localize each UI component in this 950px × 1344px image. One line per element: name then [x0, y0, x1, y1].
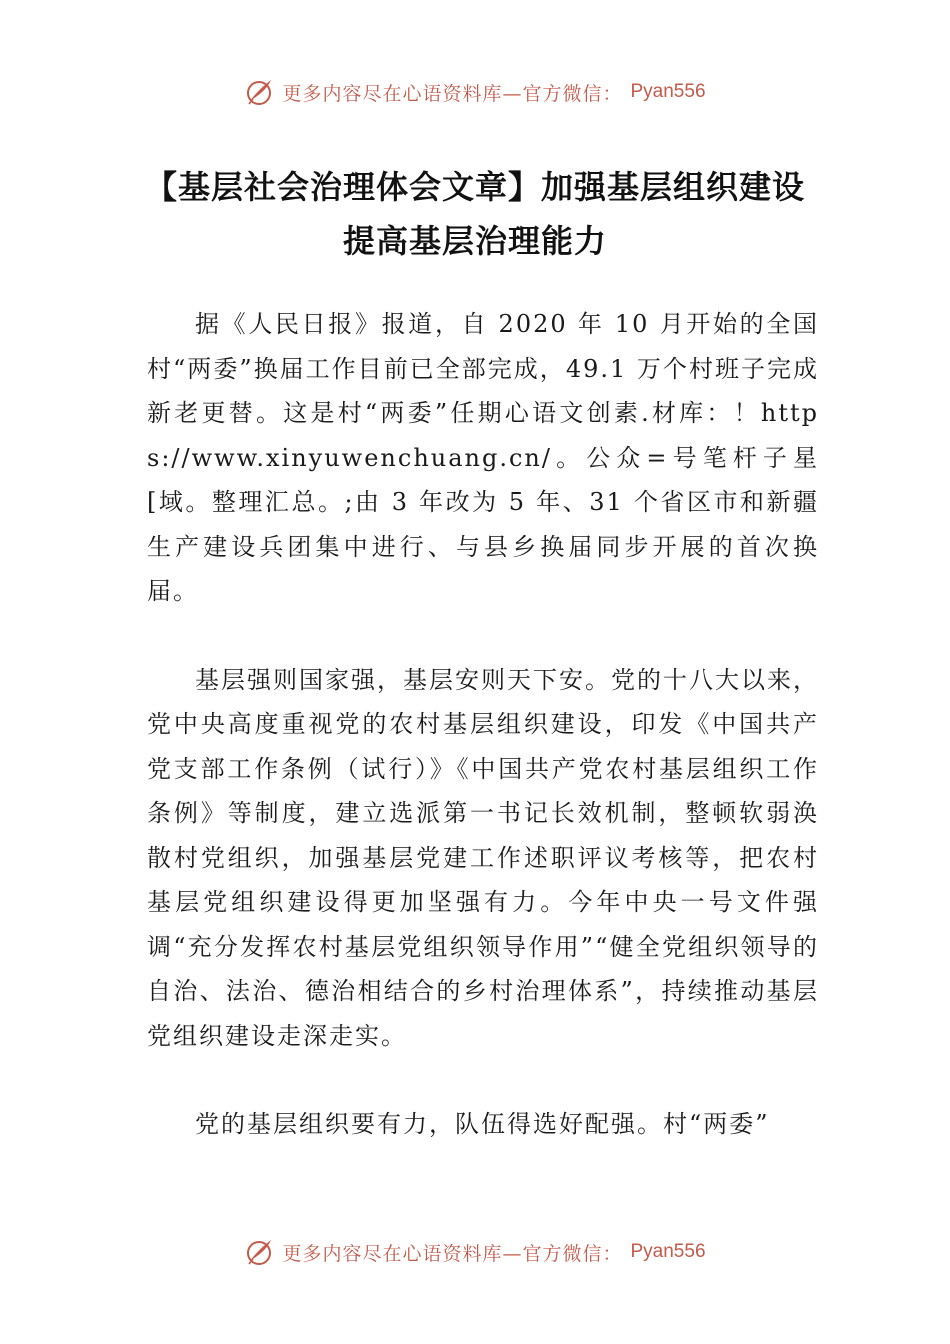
- header-banner: [0, 72, 950, 112]
- footer-banner: [0, 1232, 950, 1272]
- document-body: [147, 302, 819, 1191]
- document-title: 【基层社会治理体会文章】加强基层组织建设 提高基层治理能力: [144, 168, 805, 260]
- paragraph: 基层强则国家强，基层安则天下安。党的十八大以来，党中央高度重视党的农村基层组织建设，印发《中国共产党支部工作条例（试行）》《中国共产党农村基层组织工作条例》等制度，建立选派第一书记长效机制，整顿软弱涣散村党组织，加强基层党建工作述职评议考核等，把农村基层党组织建设得更加坚强有力。今年中央一号文件强调“充分发挥农村基层党组织领导作用”“健全党组织领导的自治、法治、德治相结合的乡村治理体系”，持续推动基层党组织建设走深走实。: [147, 665, 819, 1050]
- quill-pen-logo-icon: [244, 77, 274, 107]
- banner-wechat-id: Pyan556: [630, 1241, 706, 1262]
- paragraph: 据《人民日报》报道，自 2020 年 10 月开始的全国村“两委”换届工作目前已全部完成，49.1 万个村班子完成新老更替。这是村“两委”任期心语文创素.材库：！https://www.xinyuwenchuang.cn/。公众=号笔杆子星[域。整理汇总。;由 3 年改为 5 年、31 个省区市和新疆生产建设兵团集中进行、与县乡换届同步开展的首次换届。: [147, 310, 819, 605]
- quill-pen-logo-icon: [244, 1237, 274, 1267]
- banner-text: 更多内容尽在心语资料库—官方微信：: [282, 1242, 623, 1265]
- paragraph: 党的基层组织要有力，队伍得选好配强。村“两委”: [195, 1110, 770, 1138]
- banner-text: 更多内容尽在心语资料库—官方微信：: [282, 82, 623, 105]
- banner-wechat-id: Pyan556: [630, 81, 706, 102]
